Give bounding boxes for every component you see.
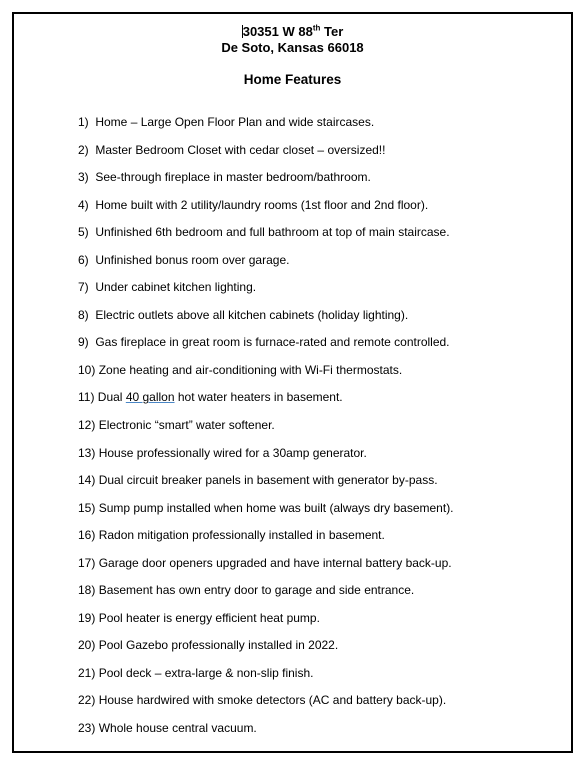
feature-item (78, 471, 454, 499)
feature-text: Pool deck – extra-large & non-slip finish. (98, 665, 314, 680)
feature-number: 21) (78, 665, 96, 680)
feature-text: Home – Large Open Floor Plan and wide staircases. (95, 115, 375, 129)
address-line-2: De Soto, Kansas 66018 (221, 40, 364, 55)
feature-text: House hardwired with smoke detectors (AC and battery back-up). (98, 693, 447, 708)
feature-number: 18) (78, 583, 96, 598)
feature-number: 2) (78, 142, 89, 157)
feature-text: Unfinished bonus room over garage. (95, 252, 290, 267)
address-street-type: Ter (320, 24, 344, 39)
feature-item (78, 168, 454, 196)
feature-text: Unfinished 6th bedroom and full bathroom at top of main staircase. (95, 225, 450, 240)
feature-number: 22) (78, 693, 96, 708)
feature-number: 15) (78, 500, 96, 515)
feature-number: 10) (78, 362, 96, 377)
feature-number: 12) (78, 418, 96, 433)
address-ordinal-suffix: th (312, 23, 321, 33)
feature-item (78, 526, 454, 554)
feature-number: 20) (78, 638, 96, 653)
feature-item (78, 581, 454, 609)
feature-item (78, 636, 454, 664)
feature-number: 17) (78, 555, 96, 570)
feature-text: Pool Gazebo professionally installed in 2022. (98, 638, 339, 653)
feature-item (78, 223, 454, 251)
feature-item (78, 416, 454, 444)
feature-item (78, 196, 454, 224)
feature-text-underlined: 40 gallon (125, 390, 175, 405)
feature-text: Dual (97, 390, 126, 405)
feature-number: 7) (78, 280, 89, 295)
feature-item (78, 444, 454, 472)
feature-number: 11) (78, 390, 95, 405)
feature-text: Whole house central vacuum. (98, 721, 257, 736)
feature-item (78, 141, 454, 169)
feature-number: 4) (78, 197, 89, 212)
feature-text: Pool heater is energy efficient heat pump. (98, 610, 320, 625)
features-list (78, 113, 454, 747)
feature-item (78, 499, 454, 527)
feature-number: 19) (78, 610, 96, 625)
feature-text: Under cabinet kitchen lighting. (95, 280, 257, 295)
feature-item (78, 361, 454, 389)
feature-text: Home built with 2 utility/laundry rooms (1st floor and 2nd floor). (95, 197, 429, 212)
feature-text: See-through fireplace in master bedroom/bathroom. (95, 170, 371, 185)
feature-item (78, 333, 454, 361)
feature-number: 8) (78, 307, 89, 322)
feature-text: Radon mitigation professionally installed in basement. (98, 528, 385, 543)
feature-number: 3) (78, 170, 89, 185)
feature-item (78, 388, 454, 416)
feature-item (78, 719, 454, 747)
feature-text: Sump pump installed when home was built (always dry basement). (98, 500, 454, 515)
feature-text: hot water heaters in basement. (174, 390, 343, 405)
address-street: 30351 W 88 (242, 24, 313, 39)
feature-number: 13) (78, 445, 96, 460)
feature-number: 6) (78, 252, 89, 267)
feature-number: 5) (78, 225, 89, 240)
feature-item (78, 554, 454, 582)
feature-text: Master Bedroom Closet with cedar closet – oversized!! (95, 142, 386, 157)
feature-number: 9) (78, 335, 89, 350)
feature-text: Electric outlets above all kitchen cabinets (holiday lighting). (95, 307, 409, 322)
feature-text: Basement has own entry door to garage and side entrance. (98, 583, 415, 598)
feature-number: 23) (78, 721, 96, 736)
feature-item (78, 306, 454, 334)
feature-item (78, 113, 454, 141)
feature-number: 16) (78, 528, 96, 543)
feature-number: 14) (78, 473, 96, 488)
feature-text: House professionally wired for a 30amp generator. (98, 445, 367, 460)
document-page (12, 12, 573, 753)
feature-item (78, 691, 454, 719)
feature-text: Gas fireplace in great room is furnace-rated and remote controlled. (95, 335, 450, 350)
feature-text: Zone heating and air-conditioning with Wi-Fi thermostats. (98, 362, 403, 377)
feature-item (78, 609, 454, 637)
feature-item (78, 278, 454, 306)
address-line-1 (14, 24, 571, 39)
feature-item (78, 251, 454, 279)
feature-text: Dual circuit breaker panels in basement with generator by-pass. (98, 473, 438, 488)
feature-item (78, 664, 454, 692)
feature-number: 1) (78, 115, 89, 129)
page-title: Home Features (243, 72, 342, 87)
feature-text: Garage door openers upgraded and have internal battery back-up. (98, 555, 452, 570)
feature-text: Electronic “smart” water softener. (98, 418, 275, 433)
